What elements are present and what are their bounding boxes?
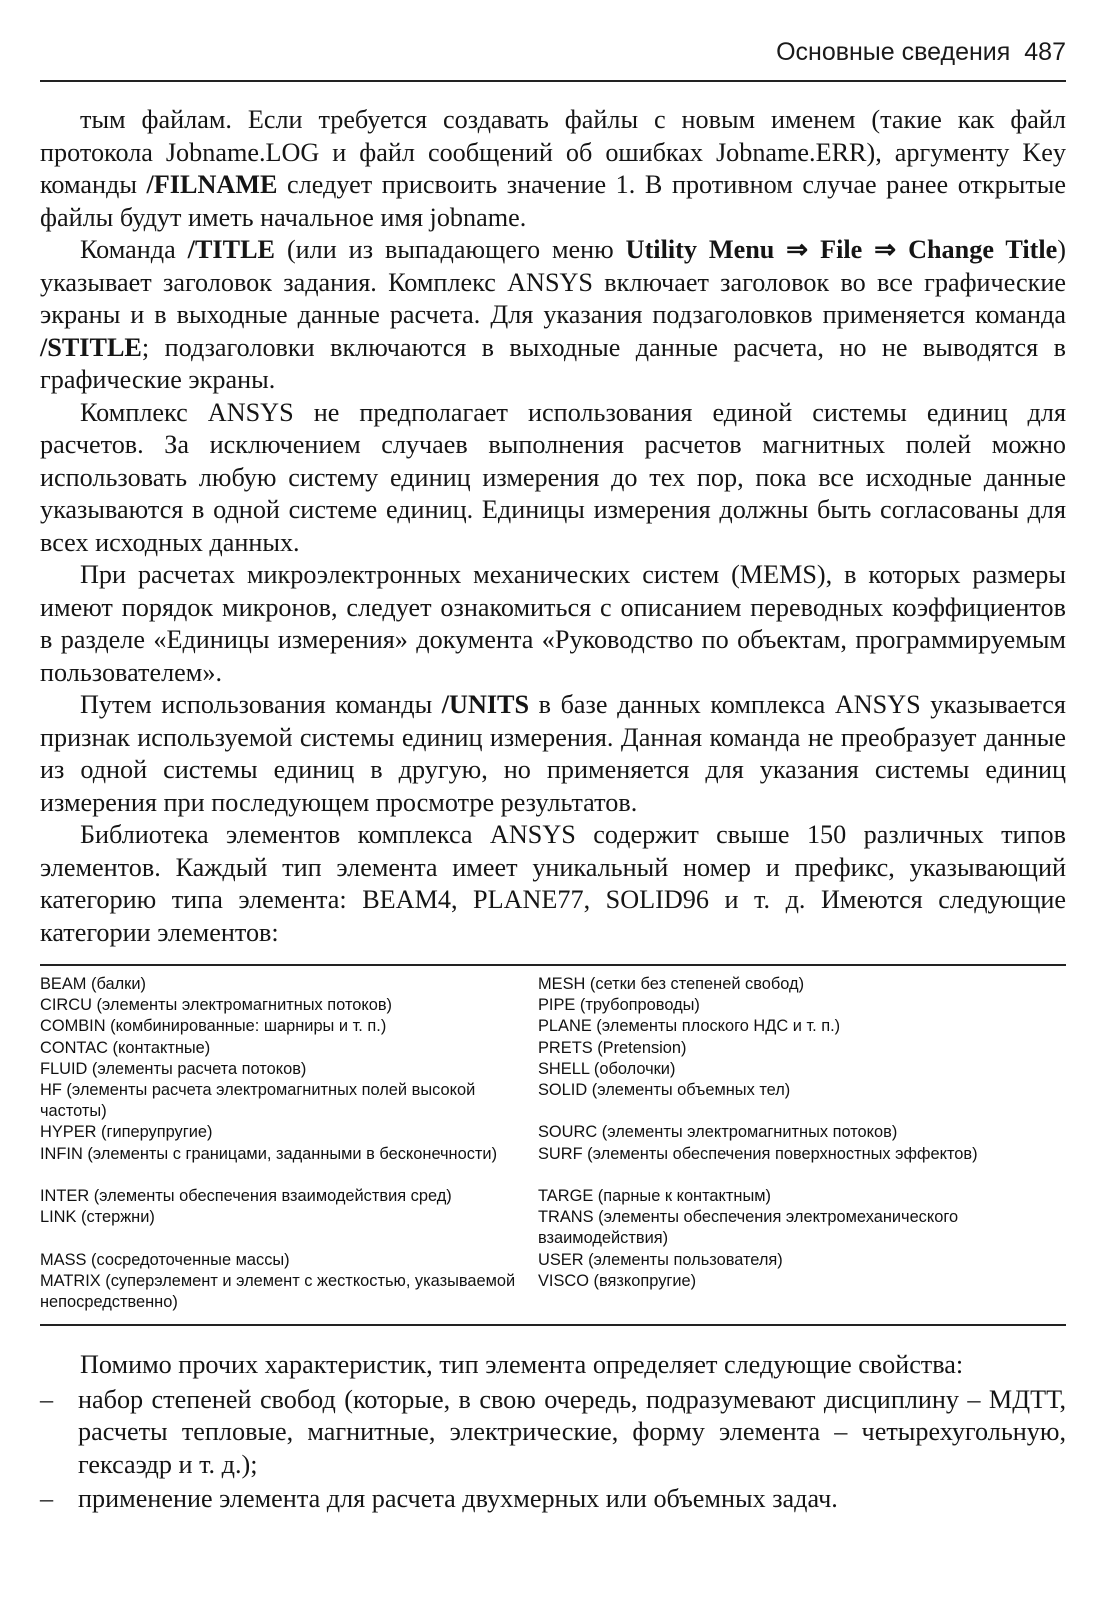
element-category: HYPER (гиперупругие): [40, 1123, 213, 1142]
paragraph: [40, 689, 1066, 819]
paragraph: [40, 397, 1066, 560]
element-category: INFIN (элементы с границами, заданными в бесконечности): [40, 1144, 498, 1163]
element-category: PRETS (Pretension): [538, 1038, 687, 1057]
element-category: SOURC (элементы электромагнитных потоков): [538, 1123, 898, 1142]
element-category: MASS (сосредоточенные массы): [40, 1250, 290, 1269]
element-category: INTER (элементы обеспечения взаимодействия сред): [40, 1187, 452, 1205]
element-category: HF (элементы расчета электромагнитных полей высокой частоты): [40, 1081, 476, 1121]
dash-marker: –: [40, 1484, 54, 1513]
text-run: следует присвоить значение 1. В противном случае ранее открытые файлы будут иметь начальное имя jobname.: [40, 170, 1066, 232]
body-text: [40, 104, 1066, 949]
command-term: /FILNAME: [146, 170, 278, 199]
element-category: CONTAC (контактные): [40, 1038, 211, 1057]
element-category: COMBIN (комбинированные: шарниры и т. п.): [40, 1017, 387, 1036]
element-category: CIRCU (элементы электромагнитных потоков): [40, 996, 393, 1015]
element-category: VISCO (вязкопругие): [538, 1271, 697, 1290]
dash-marker: –: [40, 1384, 54, 1414]
running-header: [40, 36, 1066, 82]
list-item: [40, 1483, 1066, 1516]
element-category: TRANS (элементы обеспечения электромеханического взаимодействия): [538, 1208, 959, 1248]
element-category: TARGE (парные к контактным): [538, 1187, 771, 1205]
text-run: Путем использования команды: [80, 690, 442, 719]
list-item-text: набор степеней свобод (которые, в свою очередь, подразумевают дисциплину – МДТТ, расчеты тепловые, магнитные, электрические, форму элемента – четырехугольную, гексаэдр и т. д.);: [78, 1384, 1066, 1479]
element-category: MATRIX (суперэлемент и элемент с жесткостью, указываемой непосредственно): [40, 1271, 516, 1311]
paragraph: [40, 559, 1066, 689]
list-item-text: применение элемента для расчета двухмерных или объемных задач.: [78, 1484, 838, 1513]
element-category: BEAM (балки): [40, 975, 146, 993]
text-run: Комплекс ANSYS не предполагает использования единой системы единиц для расчетов. За исключением случаев выполнения расчетов магнитных полей можно использовать любую систему единиц измерения до тех пор, пока все исходные данные указываются в одной системе единиц. Единицы измерения должны быть согласованы для всех исходных данных.: [40, 397, 1066, 557]
element-category: SOLID (элементы объемных тел): [538, 1081, 791, 1099]
element-category: FLUID (элементы расчета потоков): [40, 1059, 307, 1078]
element-category: USER (элементы пользователя): [538, 1250, 783, 1269]
text-run: Команда: [80, 235, 188, 264]
properties-list: [40, 1384, 1066, 1516]
text-run: ; подзаголовки включаются в выходные данные расчета, но не выводятся в графические экраны.: [40, 332, 1066, 394]
list-item: [40, 1384, 1066, 1482]
command-term: /UNITS: [441, 690, 530, 719]
paragraph: [40, 104, 1066, 234]
after-table-text: [40, 1349, 1066, 1518]
text-run: При расчетах микроэлектронных механических систем (MEMS), в которых размеры имеют порядок микронов, следует ознакомиться с описанием переводных коэффициентов в разделе «Единицы измерения» документа «Руководство по объектам, программируемым пользователем».: [40, 560, 1066, 687]
element-category: SHELL (оболочки): [538, 1059, 676, 1078]
text-run: Библиотека элементов комплекса ANSYS содержит свыше 150 различных типов элементов. Каждый тип элемента имеет уникальный номер и префикс, указывающий категорию типа элемента: BEAM4, PLANE77, SOLID96 и т. д. Имеются следующие категории элементов:: [40, 820, 1066, 947]
command-term: /STITLE: [40, 332, 142, 362]
element-category: LINK (стержни): [40, 1208, 155, 1227]
paragraph: [40, 819, 1066, 949]
element-category: PLANE (элементы плоского НДС и т. п.): [538, 1017, 841, 1036]
text-run: ) указывает заголовок задания. Комплекс ANSYS включает заголовок во все графические экраны и в выходные данные расчета. Для указания подзаголовков применяется команда: [40, 235, 1067, 329]
paragraph: [40, 234, 1066, 397]
element-category: SURF (элементы обеспечения поверхностных эффектов): [538, 1144, 978, 1163]
text-run: тым файлам. Если требуется создавать файлы с новым именем (такие как файл протокола Jobname.LOG и файл сообщений об ошибках Jobname.ERR), аргументу Key команды: [40, 105, 1066, 199]
properties-intro: Помимо прочих характеристик, тип элемента определяет следующие свойства:: [80, 1350, 964, 1379]
element-category: PIPE (трубопроводы): [538, 996, 700, 1015]
command-term: Utility Menu ⇒ File ⇒ Change Title: [625, 235, 1058, 264]
element-category: MESH (сетки без степеней свобод): [538, 975, 805, 993]
page-number: 487: [1024, 38, 1066, 66]
command-term: /TITLE: [187, 235, 276, 264]
section-title: Основные сведения: [776, 38, 1011, 66]
text-run: в базе данных комплекса ANSYS указывается признак используемой системы единиц измерения. Данная команда не преобразует данные из одной системы единиц в другую, но применяется для указания системы единиц измерения при последующем просмотре результатов.: [40, 690, 1066, 817]
text-run: (или из выпадающего меню: [275, 235, 626, 264]
element-categories-table: [40, 964, 1066, 1326]
